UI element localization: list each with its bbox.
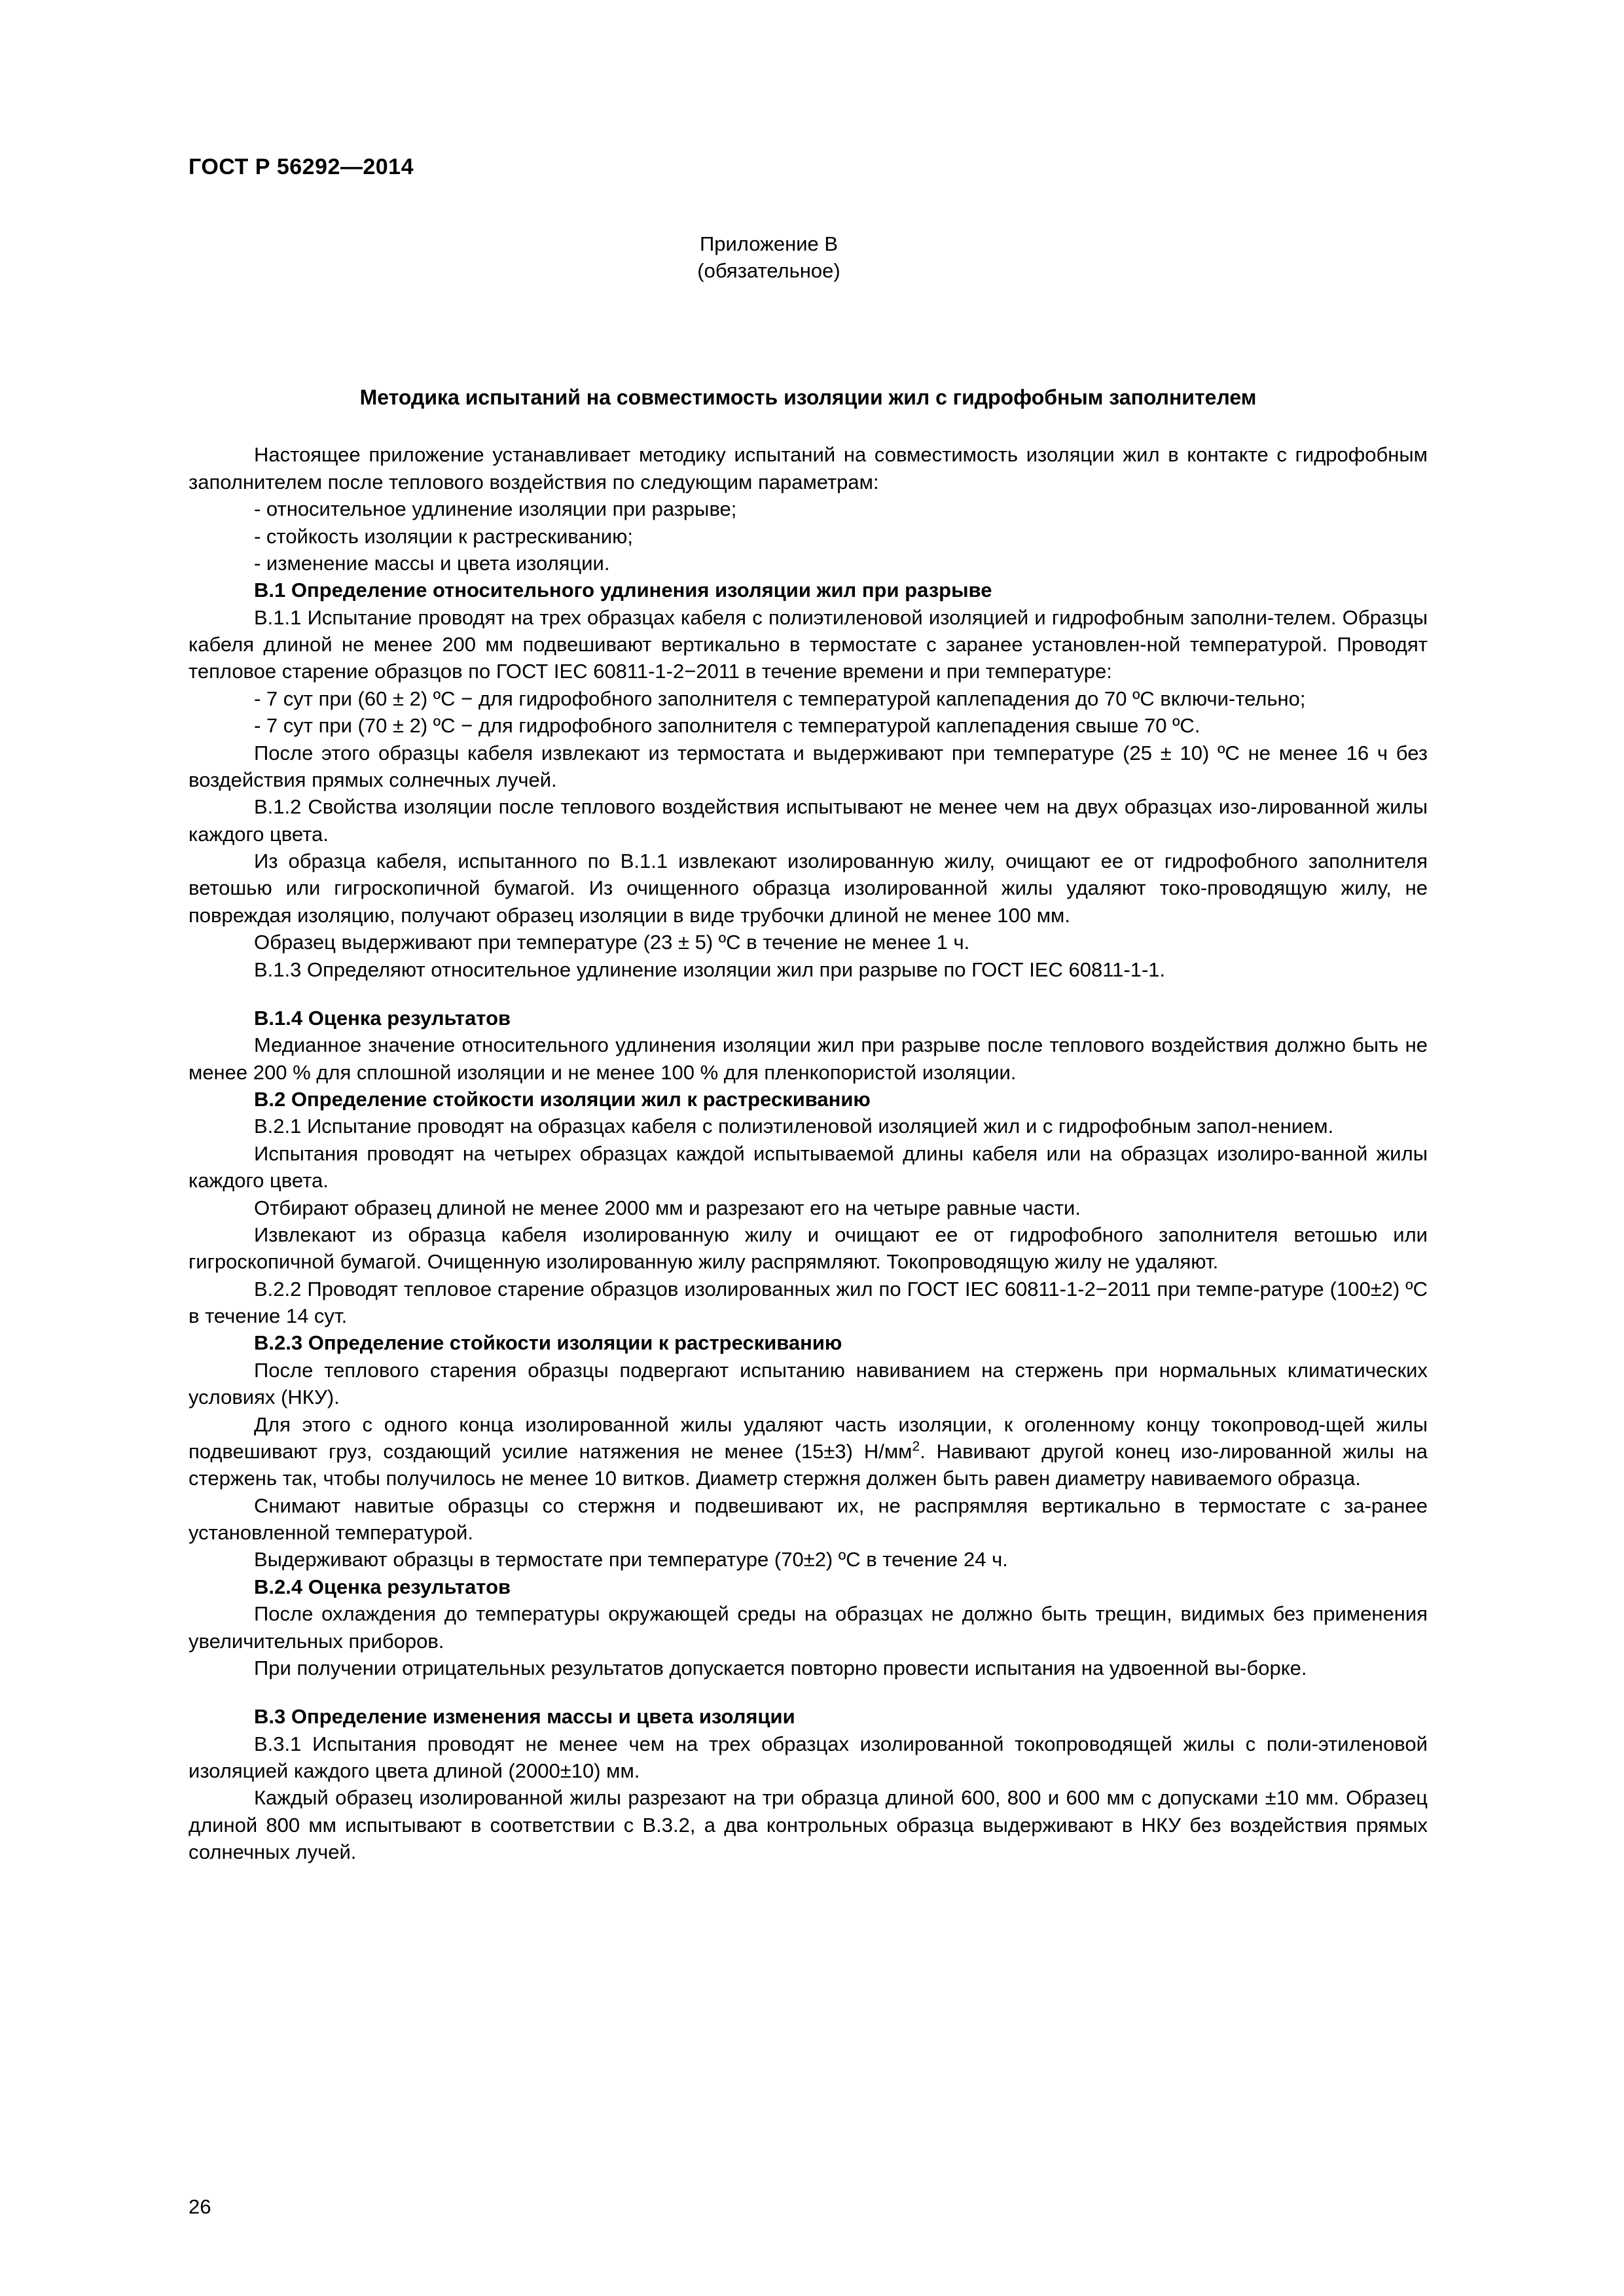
paragraph-b2-4a: После охлаждения до температуры окружающей среды на образцах не должно быть трещин, видимых без применения увеличительных приборов. — [189, 1602, 1428, 1653]
paragraph-bullet-1: - относительное удлинение изоляции при разрыве; — [254, 497, 737, 521]
paragraph-head-b1-4: В.1.4 Оценка результатов — [254, 1006, 511, 1030]
paragraph-b2-2: В.2.2 Проводят тепловое старение образцов изолированных жил по ГОСТ IEC 60811-1-2−2011 при темпе-ратуре (100±2) ºС в течение 14 сут. — [189, 1277, 1428, 1328]
paragraph-b1-2b: Образец выдерживают при температуре (23 ± 5) ºС в течение не менее 1 ч. — [254, 931, 970, 954]
paragraph-bullet-3: - изменение массы и цвета изоляции. — [254, 551, 610, 575]
paragraph-head-b2: В.2 Определение стойкости изоляции жил к растрескиванию — [254, 1088, 871, 1111]
paragraph-b1-2a: Из образца кабеля, испытанного по В.1.1 извлекают изолированную жилу, очищают ее от гидрофобного заполнителя ветошью или гигроскопичной бумагой. Из очищенного образца изолированной жилы удаляют токо-проводящую жилу, не повреждая изоляцию, получают образец изоляции в виде трубочки длиной не менее 100 мм. — [189, 850, 1428, 927]
paragraph-b2-4b: При получении отрицательных результатов допускается повторно провести испытания на удвоенной вы-борке. — [254, 1656, 1307, 1679]
document-body — [189, 441, 1428, 1865]
paragraph-b2-3a: После теплового старения образцы подвергают испытанию навиванием на стержень при нормальных климатических условиях (НКУ). — [189, 1358, 1428, 1409]
paragraph-intro-1: Настоящее приложение устанавливает методику испытаний на совместимость изоляции жил в контакте с гидрофобным заполнителем после теплового воздействия по следующим параметрам: — [189, 443, 1428, 493]
annex-heading — [189, 231, 1428, 285]
paragraph-b2-3d: Выдерживают образцы в термостате при температуре (70±2) ºС в течение 24 ч. — [254, 1548, 1008, 1571]
paragraph-b1-1a: - 7 сут при (60 ± 2) ºС − для гидрофобного заполнителя с температурой каплепадения до 70 ºС включи-тельно; — [254, 687, 1306, 710]
paragraph-b2-1a: Испытания проводят на четырех образцах каждой испытываемой длины кабеля или на образцах изолиро-ванной жилы каждого цвета. — [189, 1141, 1428, 1193]
paragraph-head-b2-4: В.2.4 Оценка результатов — [254, 1575, 511, 1598]
paragraph-b3-1: В.3.1 Испытания проводят не менее чем на трех образцах изолированной токопроводящей жилы с поли-этиленовой изоляцией каждого цвета длиной (2000±10) мм. — [189, 1732, 1428, 1783]
annex-status: (обязательное) — [697, 259, 840, 282]
paragraph-b1-4a: Медианное значение относительного удлинения изоляции жил при разрыве после теплового воздействия должно быть не менее 200 % для сплошной изоляции и не менее 100 % для пленкопористой изоляции. — [189, 1033, 1428, 1084]
paragraph-b2-3b: Для этого с одного конца изолированной жилы удаляют часть изоляции, к оголенному концу токопровод-щей жилы подвешивают груз, создающий усилие натяжения не менее (15±3) $Н/мм^2$. Навивают другой конец изо-лированной жилы на стержень так, чтобы получилось не менее 10 витков. Диаметр стержня должен быть равен диаметру навиваемого образца. — [189, 1412, 1428, 1490]
paragraph-b1-1: В.1.1 Испытание проводят на трех образцах кабеля с полиэтиленовой изоляцией и гидрофобным заполни-телем. Образцы кабеля длиной не менее 200 мм подвешивают вертикально в термостате с заранее установлен-ной температурой. Проводят тепловое старение образцов по ГОСТ IEC 60811-1-2−2011 в течение времени и при температуре: — [189, 605, 1428, 683]
paragraph-b2-3c: Снимают навитые образцы со стержня и подвешивают их, не распрямляя вертикально в термостате с за-ранее установленной температурой. — [189, 1494, 1428, 1545]
paragraph-b3-1a: Каждый образец изолированной жилы разрезают на три образца длиной 600, 800 и 600 мм с допусками ±10 мм. Образец длиной 800 мм испытывают в соответствии с В.3.2, а два контрольных образца выдерживают в НКУ без воздействия прямых солнечных лучей. — [189, 1786, 1428, 1864]
document-standard-header: ГОСТ Р 56292—2014 — [189, 154, 414, 179]
annex-label: Приложение В — [699, 232, 839, 255]
paragraph-head-b1: В.1 Определение относительного удлинения изоляции жил при разрыве — [254, 579, 992, 602]
paragraph-head-b3: В.3 Определение изменения массы и цвета изоляции — [254, 1705, 795, 1729]
paragraph-b1-2: В.1.2 Свойства изоляции после теплового воздействия испытывают не менее чем на двух образцах изо-лированной жилы каждого цвета. — [189, 795, 1428, 846]
paragraph-b1-1c: После этого образцы кабеля извлекают из термостата и выдерживают при температуре (25 ± 10) ºС не менее 16 ч без воздействия прямых солнечных лучей. — [189, 741, 1428, 791]
paragraph-b2-1c: Извлекают из образца кабеля изолированную жилу и очищают ее от гидрофобного заполнителя ветошью или гигроскопичной бумагой. Очищенную изолированную жилу распрямляют. Токопроводящую жилу не удаляют. — [189, 1223, 1428, 1274]
page-title: Методика испытаний на совместимость изоляции жил с гидрофобным заполнителем — [359, 385, 1257, 409]
paragraph-b1-3: В.1.3 Определяют относительное удлинение изоляции жил при разрыве по ГОСТ IEC 60811-1-1. — [254, 958, 1166, 981]
paragraph-b1-1b: - 7 сут при (70 ± 2) ºС − для гидрофобного заполнителя с температурой каплепадения свыше 70 ºС. — [254, 714, 1200, 738]
paragraph-b2-1: В.2.1 Испытание проводят на образцах кабеля с полиэтиленовой изоляцией жил и с гидрофобным запол-нением. — [254, 1115, 1334, 1138]
page-number: 26 — [189, 2195, 211, 2218]
paragraph-b2-1b: Отбирают образец длиной не менее 2000 мм и разрезают его на четыре равные части. — [254, 1196, 1081, 1219]
paragraph-bullet-2: - стойкость изоляции к растрескиванию; — [254, 524, 633, 548]
paragraph-head-b2-3: В.2.3 Определение стойкости изоляции к растрескиванию — [254, 1331, 842, 1355]
